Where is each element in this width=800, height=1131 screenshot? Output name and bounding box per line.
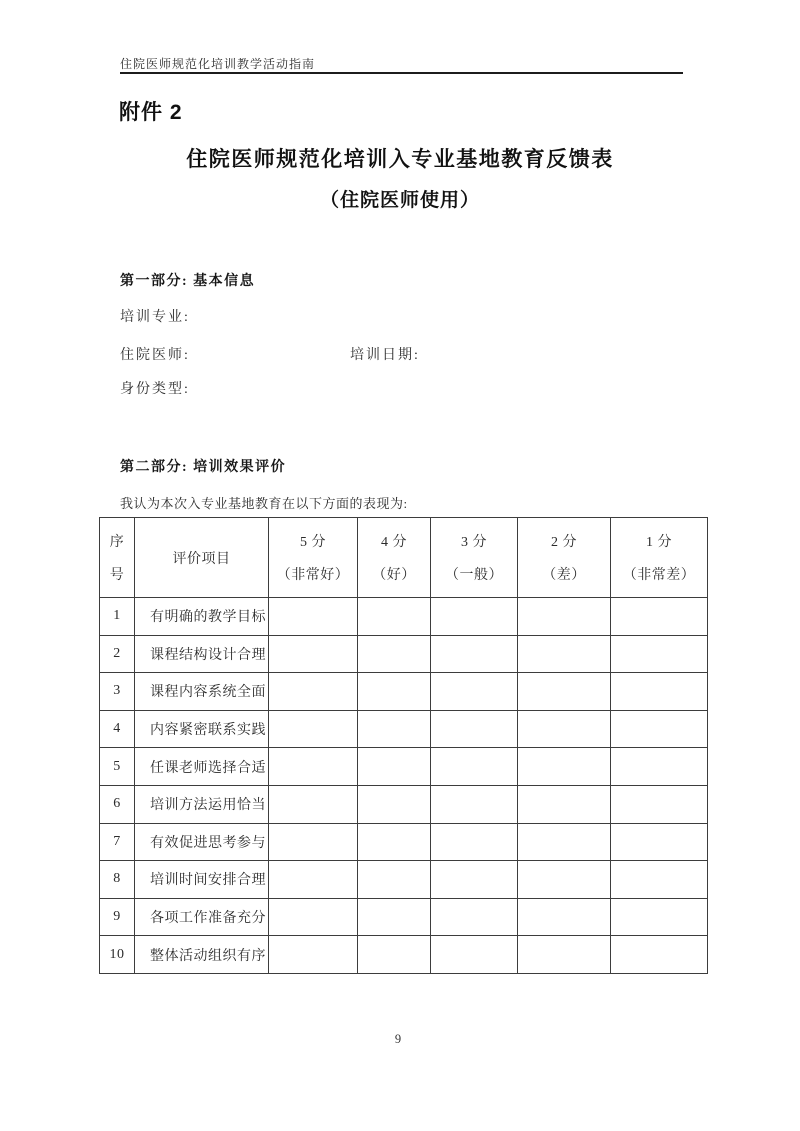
page-number: 9 xyxy=(394,1032,402,1046)
item-label-cell: 各项工作准备充分 xyxy=(135,898,269,936)
document-title: 住院医师规范化培训入专业基地教育反馈表 xyxy=(186,147,614,171)
table-row xyxy=(100,823,708,861)
score-cell-4 xyxy=(358,823,431,861)
score-cell-5 xyxy=(269,598,358,636)
score-cell-3 xyxy=(431,823,518,861)
score-cell-1 xyxy=(611,823,708,861)
score-cell-5 xyxy=(269,673,358,711)
table-header-row xyxy=(100,518,708,598)
col-header-item: 评价项目 xyxy=(135,518,269,598)
score-cell-1 xyxy=(611,710,708,748)
col-header-score-4: 4 分 （好） xyxy=(358,518,431,598)
col-header-index: 序 号 xyxy=(100,518,135,598)
table-row xyxy=(100,898,708,936)
row-number-cell: 8 xyxy=(100,861,135,899)
col-header-score-5: 5 分 （非常好） xyxy=(269,518,358,598)
score-cell-4 xyxy=(358,748,431,786)
row-number-cell: 1 xyxy=(100,598,135,636)
row-number-cell: 4 xyxy=(100,710,135,748)
col-header-score-3: 3 分 （一般） xyxy=(431,518,518,598)
item-label-cell: 课程结构设计合理 xyxy=(135,635,269,673)
header-divider xyxy=(120,72,683,74)
table-row xyxy=(100,785,708,823)
score-cell-3 xyxy=(431,936,518,974)
item-label-cell: 课程内容系统全面 xyxy=(135,673,269,711)
table-row xyxy=(100,710,708,748)
field-label-identity-type: 身份类型: xyxy=(120,382,190,397)
row-number-cell: 7 xyxy=(100,823,135,861)
score-cell-5 xyxy=(269,748,358,786)
table-intro: 我认为本次入专业基地教育在以下方面的表现为: xyxy=(120,496,408,511)
col-header-score-2: 2 分 （差） xyxy=(518,518,611,598)
item-label-cell: 整体活动组织有序 xyxy=(135,936,269,974)
score-cell-2 xyxy=(518,785,611,823)
score-cell-3 xyxy=(431,673,518,711)
field-line-resident-date xyxy=(120,344,420,364)
row-number-cell: 10 xyxy=(100,936,135,974)
score-cell-1 xyxy=(611,598,708,636)
score-cell-1 xyxy=(611,673,708,711)
table-row xyxy=(100,861,708,899)
score-cell-3 xyxy=(431,710,518,748)
score-cell-1 xyxy=(611,785,708,823)
col-header-score-1: 1 分 （非常差） xyxy=(611,518,708,598)
score-cell-4 xyxy=(358,936,431,974)
score-cell-2 xyxy=(518,635,611,673)
row-number-cell: 6 xyxy=(100,785,135,823)
row-number-cell: 9 xyxy=(100,898,135,936)
document-subtitle: （住院医师使用） xyxy=(319,190,480,211)
score-cell-5 xyxy=(269,785,358,823)
table-row xyxy=(100,673,708,711)
table-row xyxy=(100,635,708,673)
score-cell-1 xyxy=(611,748,708,786)
item-label-cell: 任课老师选择合适 xyxy=(135,748,269,786)
row-number-cell: 3 xyxy=(100,673,135,711)
field-label-training-date: 培训日期: xyxy=(350,348,420,363)
score-cell-3 xyxy=(431,898,518,936)
score-cell-1 xyxy=(611,936,708,974)
field-label-resident: 住院医师: xyxy=(120,348,190,363)
score-cell-3 xyxy=(431,785,518,823)
row-number-cell: 5 xyxy=(100,748,135,786)
field-label-training-specialty: 培训专业: xyxy=(120,310,190,325)
score-cell-2 xyxy=(518,710,611,748)
score-cell-5 xyxy=(269,635,358,673)
score-cell-4 xyxy=(358,861,431,899)
score-cell-5 xyxy=(269,936,358,974)
score-cell-3 xyxy=(431,748,518,786)
score-cell-4 xyxy=(358,785,431,823)
score-cell-1 xyxy=(611,898,708,936)
score-cell-2 xyxy=(518,598,611,636)
score-cell-2 xyxy=(518,936,611,974)
score-cell-1 xyxy=(611,635,708,673)
score-cell-3 xyxy=(431,635,518,673)
score-cell-2 xyxy=(518,861,611,899)
score-cell-2 xyxy=(518,823,611,861)
row-number-cell: 2 xyxy=(100,635,135,673)
table-row xyxy=(100,936,708,974)
score-cell-4 xyxy=(358,635,431,673)
score-cell-4 xyxy=(358,898,431,936)
score-cell-3 xyxy=(431,598,518,636)
table-row xyxy=(100,748,708,786)
score-cell-5 xyxy=(269,710,358,748)
score-cell-4 xyxy=(358,673,431,711)
score-cell-5 xyxy=(269,898,358,936)
score-cell-2 xyxy=(518,898,611,936)
score-cell-4 xyxy=(358,598,431,636)
item-label-cell: 有效促进思考参与 xyxy=(135,823,269,861)
score-cell-1 xyxy=(611,861,708,899)
running-header: 住院医师规范化培训教学活动指南 xyxy=(120,57,316,71)
part1-heading: 第一部分: 基本信息 xyxy=(120,274,256,289)
part2-heading: 第二部分: 培训效果评价 xyxy=(120,460,287,475)
score-cell-3 xyxy=(431,861,518,899)
item-label-cell: 培训时间安排合理 xyxy=(135,861,269,899)
item-label-cell: 培训方法运用恰当 xyxy=(135,785,269,823)
score-cell-2 xyxy=(518,748,611,786)
table-row xyxy=(100,598,708,636)
score-cell-5 xyxy=(269,823,358,861)
item-label-cell: 有明确的教学目标 xyxy=(135,598,269,636)
evaluation-table xyxy=(99,517,708,974)
score-cell-4 xyxy=(358,710,431,748)
score-cell-5 xyxy=(269,861,358,899)
item-label-cell: 内容紧密联系实践 xyxy=(135,710,269,748)
attachment-label: 附件 2 xyxy=(119,101,183,124)
score-cell-2 xyxy=(518,673,611,711)
